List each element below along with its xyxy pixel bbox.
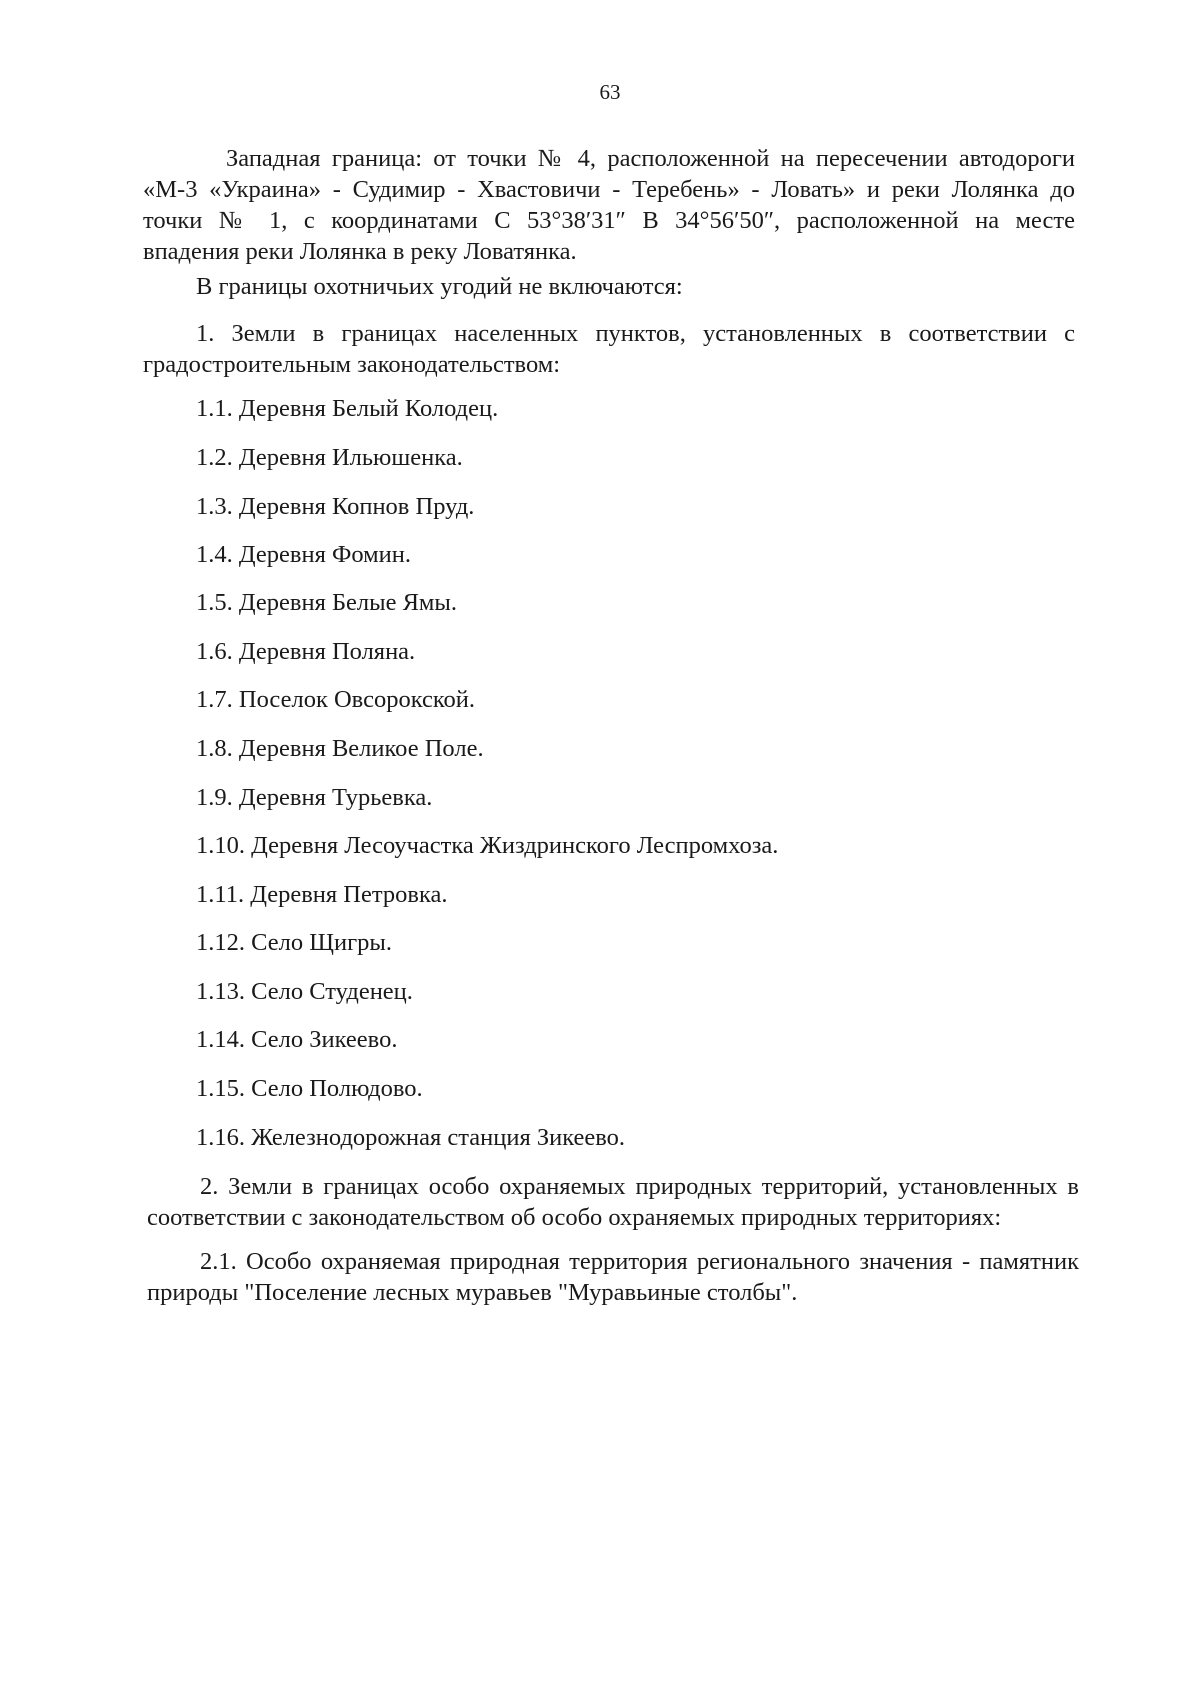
section-1-paragraph: [143, 318, 1075, 380]
paragraph-line: соответствии с законодательством об особо охраняемых природных территориях:: [147, 1204, 1002, 1231]
settlement-item: 1.7. Поселок Овсорокской.: [196, 686, 476, 713]
paragraph-line: 2. Земли в границах особо охраняемых природных территорий, установленных в: [200, 1173, 1079, 1200]
settlement-item: 1.16. Железнодорожная станция Зикеево.: [196, 1124, 626, 1151]
paragraph-line: 1. Земли в границах населенных пунктов, установленных в соответствии с: [196, 320, 1075, 347]
paragraph-line: природы "Поселение лесных муравьев "Муравьиные столбы".: [147, 1279, 798, 1306]
paragraph-line: впадения реки Лолянка в реку Ловатянка.: [143, 238, 577, 265]
section-2-paragraph: [147, 1171, 1079, 1233]
settlement-item: 1.11. Деревня Петровка.: [196, 881, 448, 908]
settlement-item: 1.8. Деревня Великое Поле.: [196, 735, 484, 762]
settlement-item: 1.3. Деревня Копнов Пруд.: [196, 493, 475, 520]
paragraph-line: «М-3 «Украина» - Судимир - Хвастовичи - Теребень» - Ловать» и реки Лолянка до: [143, 176, 1075, 203]
settlement-item: 1.12. Село Щигры.: [196, 929, 392, 956]
settlement-item: 1.2. Деревня Ильюшенка.: [196, 444, 463, 471]
paragraph-line: точки № 1, с координатами С 53°38′31″ В 34°56′50″, расположенной на месте: [143, 207, 1075, 234]
settlement-item: 1.9. Деревня Турьевка.: [196, 784, 433, 811]
western-border-paragraph: [143, 143, 1075, 267]
paragraph-line: Западная граница: от точки № 4, расположенной на пересечении автодороги: [226, 145, 1075, 172]
section-2-1-paragraph: [147, 1246, 1079, 1308]
settlement-item: 1.10. Деревня Лесоучастка Жиздринского Леспромхоза.: [196, 832, 779, 859]
paragraph-line: 2.1. Особо охраняемая природная территория регионального значения - памятник: [200, 1248, 1079, 1275]
settlement-item: 1.14. Село Зикеево.: [196, 1026, 398, 1053]
settlement-item: 1.6. Деревня Поляна.: [196, 638, 416, 665]
paragraph-line: градостроительным законодательством:: [143, 351, 561, 378]
settlement-item: 1.1. Деревня Белый Колодец.: [196, 395, 499, 422]
settlement-item: 1.4. Деревня Фомин.: [196, 541, 411, 568]
settlement-item: 1.13. Село Студенец.: [196, 978, 413, 1005]
paragraph-line: В границы охотничьих угодий не включаются:: [196, 273, 683, 300]
page-number: 63: [599, 80, 621, 104]
exclusions-heading: [143, 271, 1075, 302]
settlement-item: 1.5. Деревня Белые Ямы.: [196, 589, 458, 616]
settlement-item: 1.15. Село Полюдово.: [196, 1075, 423, 1102]
